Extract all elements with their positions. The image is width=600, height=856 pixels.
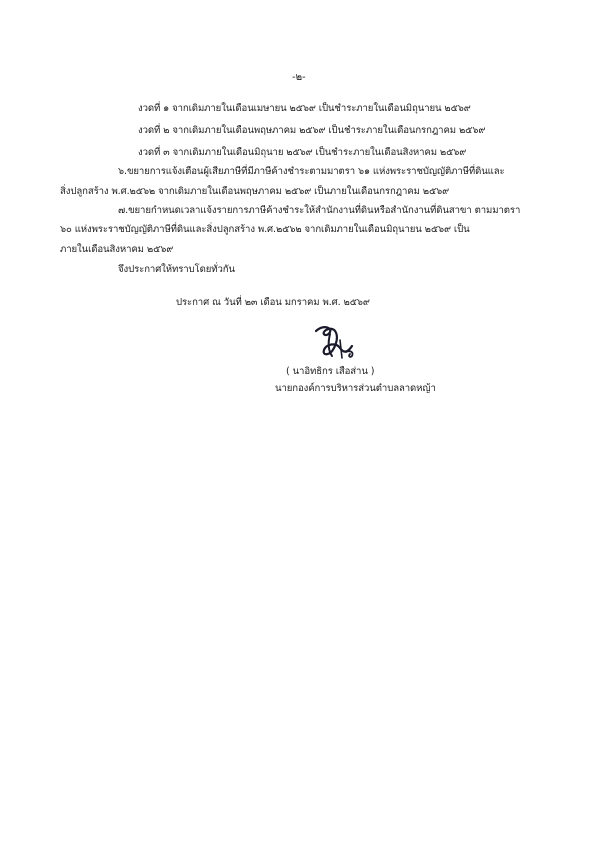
page-number: -๒- xyxy=(292,72,306,83)
item-6-line-1: ๖.ขยายการแจ้งเตือนผู้เสียภาษีที่มีภาษีค้างชำระตามมาตรา ๖๑ แห่งพระราชบัญญัติภาษีที่ดินและ xyxy=(118,166,505,177)
installment-1: งวดที่ ๑ จากเดิมภายในเดือนเมษายน ๒๕๖๙ เป็นชำระภายในเดือนมิถุนายน ๒๕๖๙ xyxy=(138,103,471,114)
installment-2: งวดที่ ๒ จากเดิมภายในเดือนพฤษภาคม ๒๕๖๙ เป็นชำระภายในเดือนกรกฎาคม ๒๕๖๙ xyxy=(138,125,486,136)
announcement: จึงประกาศให้ทราบโดยทั่วกัน xyxy=(118,264,235,275)
item-6-line-2: สิ่งปลูกสร้าง พ.ศ.๒๕๖๒ จากเดิมภายในเดือนพฤษภาคม ๒๕๖๙ เป็นภายในเดือนกรกฎาคม ๒๕๖๙ xyxy=(60,186,450,197)
item-7-line-2: ๖๐ แห่งพระราชบัญญัติภาษีที่ดินและสิ่งปลูกสร้าง พ.ศ.๒๕๖๒ จากเดิมภายในเดือนมิถุนายน ๒๕๖๙ เป็น xyxy=(60,224,470,235)
item-7-line-1: ๗.ขยายกำหนดเวลาแจ้งรายการภาษีค้างชำระให้สำนักงานที่ดินหรือสำนักงานที่ดินสาขา ตามมาตรา xyxy=(118,205,521,216)
installment-3: งวดที่ ๓ จากเดิมภายในเดือนมิถุนาย ๒๕๖๙ เป็นชำระภายในเดือนสิงหาคม ๒๕๖๙ xyxy=(138,147,467,158)
signer-position: นายกองค์การบริหารส่วนตำบลลาดหญ้า xyxy=(275,383,436,394)
signer-name: ( นาอิทธิกร เสือส่าน ) xyxy=(286,366,375,377)
date-line: ประกาศ ณ วันที่ ๒๓ เดือน มกราคม พ.ศ. ๒๕๖๙ xyxy=(176,297,370,308)
item-7-line-3: ภายในเดือนสิงหาคม ๒๕๖๙ xyxy=(60,244,174,255)
signature xyxy=(306,322,366,364)
